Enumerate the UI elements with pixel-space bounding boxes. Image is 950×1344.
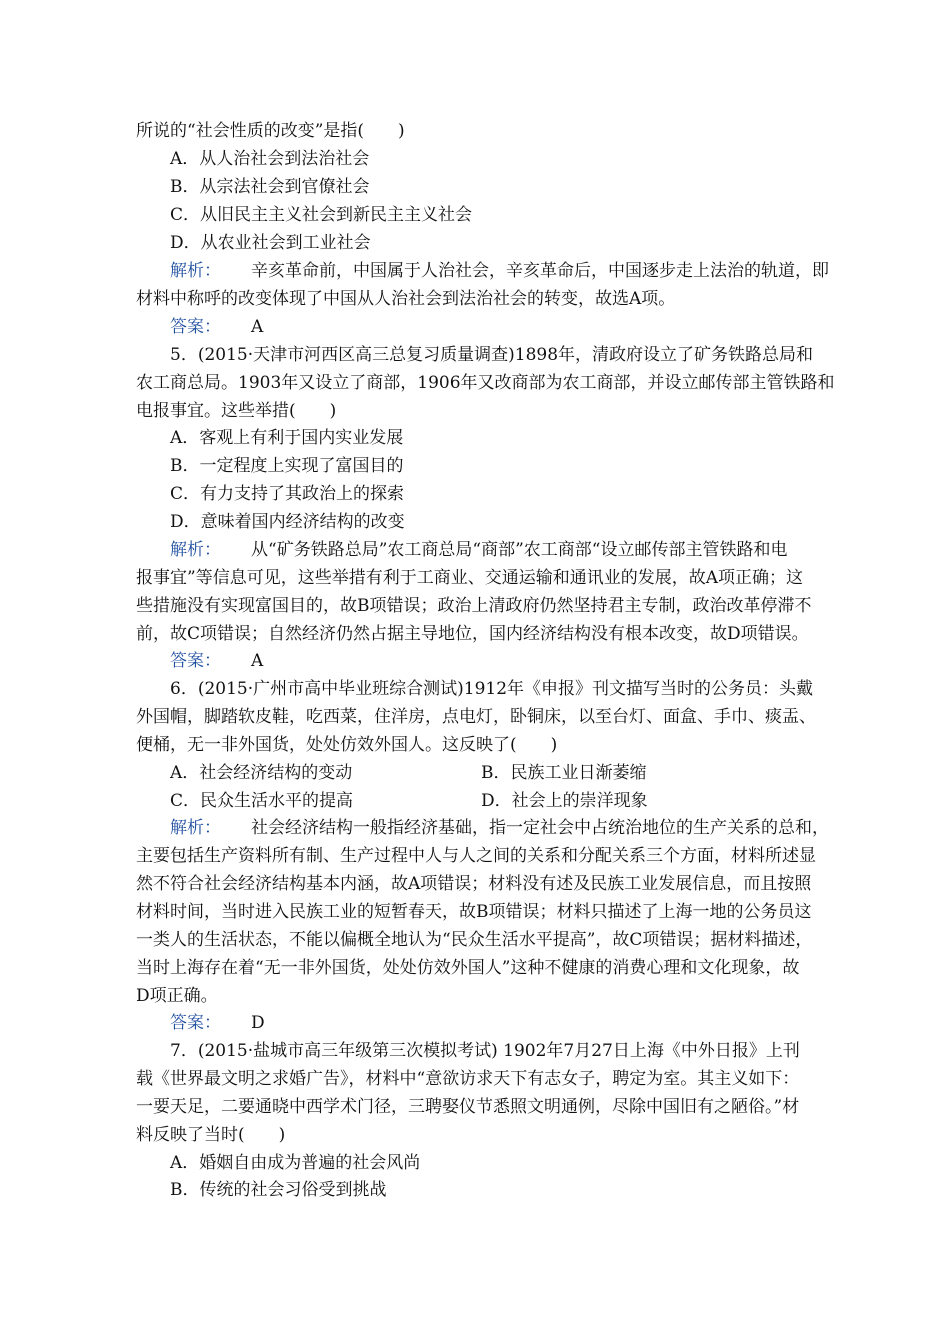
- q6-stem-line-3: 便桶，无一非外国货，处处仿效外国人。这反映了( ): [136, 735, 558, 755]
- q6-analysis-line-5: 一类人的生活状态，不能以偏概全地认为“民众生活水平提高”，故C项错误；据材料描述，: [136, 930, 813, 950]
- q7-stem-line-3: 一要天足，二要通晓中西学术门径，三聘娶仪节悉照文明通例，尽除中国旧有之陋俗。”材: [136, 1097, 800, 1117]
- q5-answer-line: [170, 649, 263, 673]
- q4-answer-line: [170, 315, 263, 339]
- q5-analysis-line-2: 报事宜”等信息可见，这些举措有利于工商业、交通运输和通讯业的发展，故A项正确；这: [136, 568, 803, 588]
- q6-stem-line-2: 外国帽，脚踏软皮鞋，吃西菜，住洋房，点电灯，卧铜床，以至台灯、面盒、手巾、痰盂、: [136, 707, 816, 727]
- q4-analysis-label: 解析：: [170, 261, 221, 281]
- q7-stem-line-2: 载《世界最文明之求婚广告》，材料中“意欲访求天下有志女子，聘定为室。其主义如下：: [136, 1069, 800, 1089]
- q4-option-a: A．从人治社会到法治社会: [170, 149, 370, 169]
- q5-analysis-line-4: 前，故C项错误；自然经济仍然占据主导地位，国内经济结构没有根本改变，故D项错误。: [136, 624, 809, 644]
- q6-analysis-line-3: 然不符合社会经济结构基本内涵，故A项错误；材料没有述及民族工业发展信息，而且按照: [136, 874, 812, 894]
- q5-stem-line-3: 电报事宜。这些举措( ): [136, 401, 337, 421]
- q4-answer-label: 答案：: [170, 317, 221, 337]
- q5-analysis-text-1: 从“矿务铁路总局”农工商总局“商部”农工商部“设立邮传部主管铁路和电: [251, 540, 788, 560]
- q5-analysis-line-3: 些措施没有实现富国目的，故B项错误；政治上清政府仍然坚持君主专制，政治改革停滞不: [136, 596, 812, 616]
- q6-option-b: B．民族工业日渐萎缩: [481, 763, 647, 783]
- q6-option-c: C．民众生活水平的提高: [170, 791, 354, 811]
- q4-option-c: C．从旧民主主义社会到新民主主义社会: [170, 205, 473, 225]
- q6-answer-value: D: [251, 1013, 265, 1033]
- q7-stem-line-4: 料反映了当时( ): [136, 1125, 286, 1145]
- q4-answer-value: A: [251, 317, 264, 337]
- q6-analysis-line-7: D项正确。: [136, 986, 218, 1006]
- q6-analysis-line-1: [170, 816, 829, 840]
- q6-analysis-label: 解析：: [170, 818, 221, 838]
- q6-analysis-text-1: 社会经济结构一般指经济基础，指一定社会中占统治地位的生产关系的总和，: [251, 818, 829, 838]
- q5-option-b: B．一定程度上实现了富国目的: [170, 456, 404, 476]
- q5-stem-line-2: 农工商总局。1903年又设立了商部，1906年又改商部为农工商部，并设立邮传部主管铁路和: [136, 373, 835, 393]
- q6-stem-line-1: 6．(2015·广州市高中毕业班综合测试)1912年《申报》刊文描写当时的公务员：头戴: [170, 679, 814, 699]
- q5-analysis-line-1: [170, 538, 787, 562]
- q4-analysis-text-1: 辛亥革命前，中国属于人治社会，辛亥革命后，中国逐步走上法治的轨道，即: [251, 261, 829, 281]
- q6-analysis-line-2: 主要包括生产资料所有制、生产过程中人与人之间的关系和分配关系三个方面，材料所述显: [136, 846, 816, 866]
- q4-option-d: D．从农业社会到工业社会: [170, 233, 371, 253]
- q4-option-b: B．从宗法社会到官僚社会: [170, 177, 370, 197]
- q5-answer-label: 答案：: [170, 651, 221, 671]
- q5-analysis-label: 解析：: [170, 540, 221, 560]
- q6-answer-label: 答案：: [170, 1013, 221, 1033]
- q7-stem-line-1: 7．(2015·盐城市高三年级第三次模拟考试) 1902年7月27日上海《中外日报》上刊: [170, 1041, 800, 1061]
- q4-analysis-line-2: 材料中称呼的改变体现了中国从人治社会到法治社会的转变，故选A项。: [136, 289, 676, 309]
- q5-option-d: D．意味着国内经济结构的改变: [170, 512, 405, 532]
- q7-option-a: A．婚姻自由成为普遍的社会风尚: [170, 1153, 421, 1173]
- q6-option-a: A．社会经济结构的变动: [170, 763, 353, 783]
- q5-option-c: C．有力支持了其政治上的探索: [170, 484, 405, 504]
- q5-option-a: A．客观上有利于国内实业发展: [170, 428, 404, 448]
- q6-analysis-line-6: 当时上海存在着“无一非外国货，处处仿效外国人”这种不健康的消费心理和文化现象，故: [136, 958, 800, 978]
- q6-analysis-line-4: 材料时间，当时进入民族工业的短暂春天，故B项错误；材料只描述了上海一地的公务员这: [136, 902, 812, 922]
- q4-stem-tail: 所说的“社会性质的改变”是指( ): [136, 121, 405, 141]
- q6-option-d: D．社会上的崇洋现象: [481, 791, 648, 811]
- q6-answer-line: [170, 1011, 265, 1035]
- q5-answer-value: A: [251, 651, 264, 671]
- q4-analysis-line-1: [170, 259, 829, 283]
- q7-option-b: B．传统的社会习俗受到挑战: [170, 1180, 387, 1200]
- q5-stem-line-1: 5．(2015·天津市河西区高三总复习质量调查)1898年，清政府设立了矿务铁路总局和: [170, 345, 814, 365]
